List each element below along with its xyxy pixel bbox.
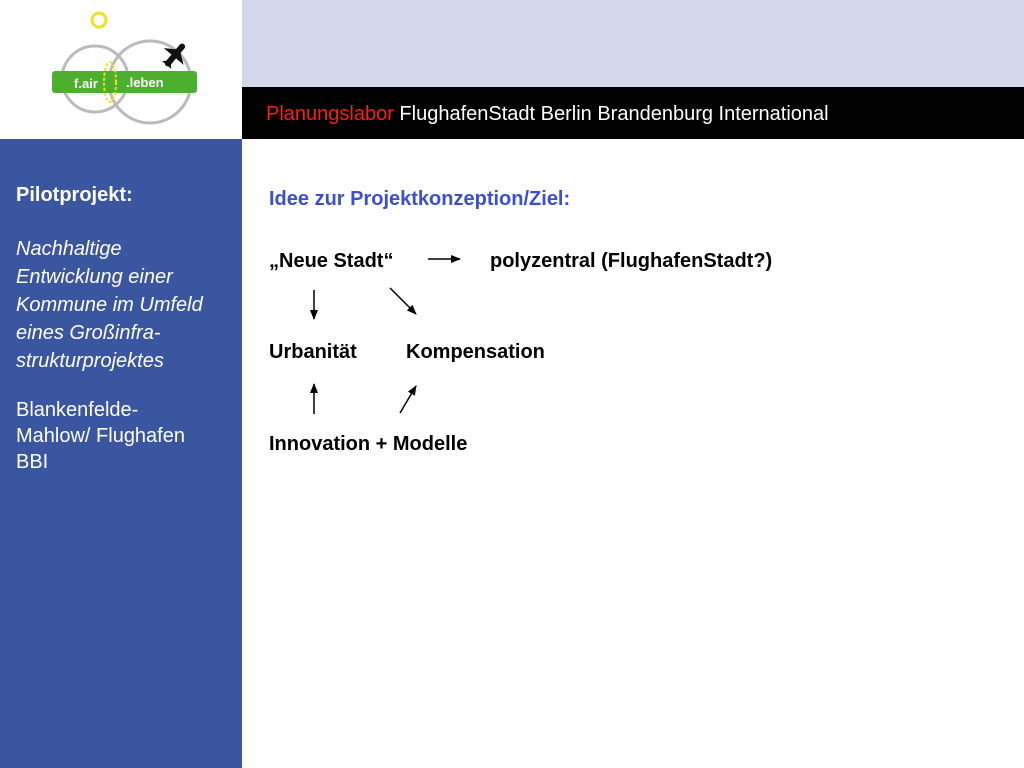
sidebar-location-line: Mahlow/ Flughafen [16,425,185,447]
page-title [266,102,829,126]
logo-text-left: f.air [74,76,98,91]
sidebar [0,139,242,768]
sidebar-description-line: strukturprojektes [16,350,164,372]
sidebar-description [16,235,203,375]
sidebar-location-line: BBI [16,451,49,473]
main-content [242,139,1024,768]
title-highlight: Planungslabor [266,103,394,125]
header-band [242,0,1024,87]
innovation-label: Innovation + Modelle [269,433,468,455]
urbanitaet-label: Urbanität [269,341,357,363]
polyzentral-label: polyzentral (FlughafenStadt?) [490,250,773,272]
arrow-down-right [390,288,416,314]
fair-leben-logo [0,0,242,139]
logo-yellow-dot [92,13,106,27]
logo-area [0,0,242,139]
arrow-up-right [400,386,416,413]
flow-arrows [242,139,1024,768]
sidebar-location-line: Blankenfelde- [16,399,139,421]
title-rest: FlughafenStadt Berlin Brandenburg International [393,103,829,125]
sidebar-description-line: Entwicklung einer [16,266,173,288]
sidebar-description-line: Nachhaltige [16,238,122,260]
sidebar-location [16,397,185,475]
sidebar-heading: Pilotprojekt: [16,184,133,206]
logo-text-right: .leben [126,75,164,90]
sidebar-description-line: Kommune im Umfeld [16,294,203,316]
content-heading: Idee zur Projektkonzeption/Ziel: [269,188,571,210]
title-bar [242,87,1024,139]
sidebar-description-line: eines Großinfra- [16,322,161,344]
neue-stadt-label: „Neue Stadt“ [269,250,394,272]
kompensation-label: Kompensation [406,341,545,363]
